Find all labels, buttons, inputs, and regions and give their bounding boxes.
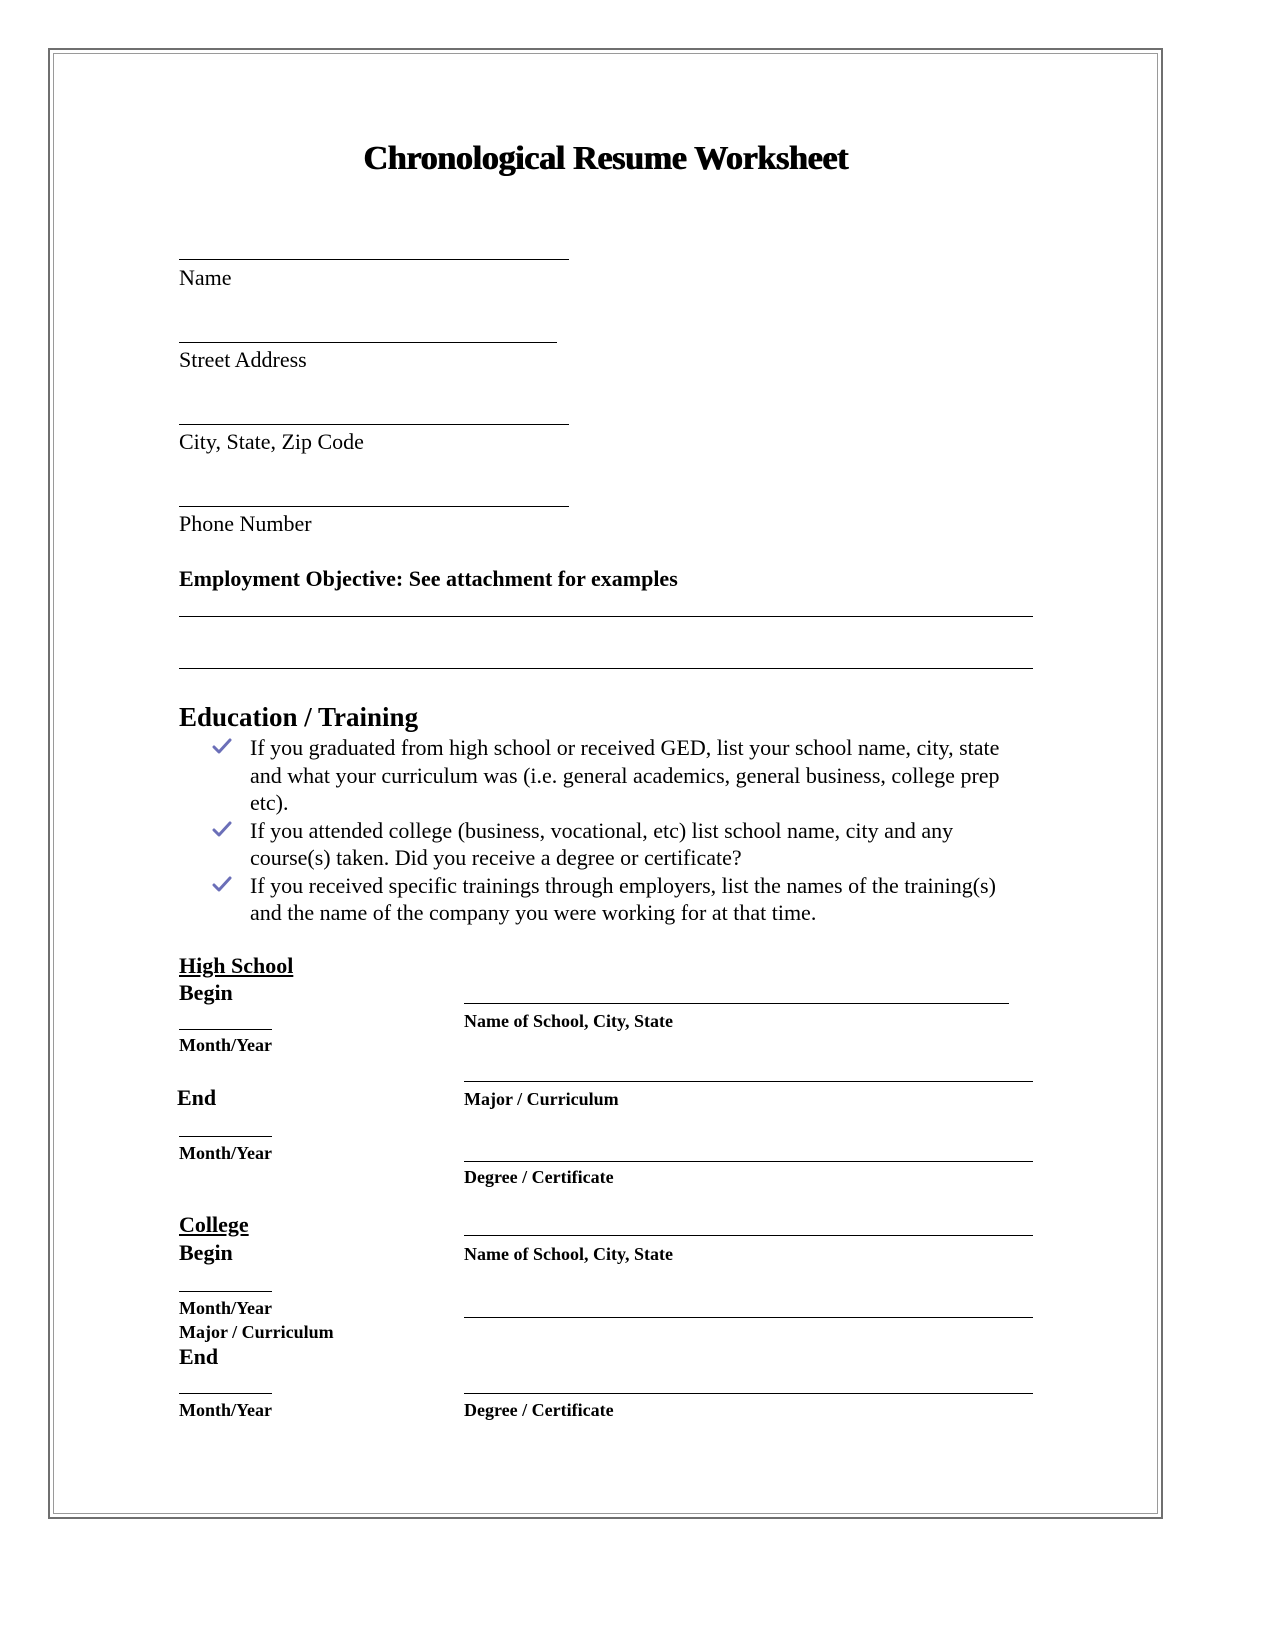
- hs-begin-label: Begin: [179, 980, 233, 1005]
- college-begin-month-year-label: Month/Year: [179, 1298, 272, 1318]
- city-state-zip-line[interactable]: [179, 424, 569, 425]
- list-item: [212, 817, 1032, 872]
- list-item: [212, 872, 1032, 927]
- college-major-label-left: Major / Curriculum: [179, 1322, 334, 1342]
- high-school-heading: High School: [179, 953, 294, 978]
- street-address-line[interactable]: [179, 342, 557, 343]
- hs-end-label: End: [177, 1085, 217, 1110]
- education-heading: Education / Training: [179, 702, 419, 732]
- hs-major-line[interactable]: [464, 1081, 1033, 1082]
- name-label: Name: [179, 265, 232, 290]
- college-end-label: End: [179, 1344, 219, 1369]
- hs-major-label: Major / Curriculum: [464, 1089, 619, 1109]
- bullet-text: If you attended college (business, vocational, etc) list school name, city and any course(s) taken. Did you receive a degree or certificate?: [250, 817, 954, 870]
- hs-begin-month-year-label: Month/Year: [179, 1035, 272, 1055]
- bullet-text: If you graduated from high school or received GED, list your school name, city, state and what your curriculum was (i.e. general academics, general business, college prep etc).: [250, 735, 1000, 815]
- college-degree-line[interactable]: [464, 1393, 1033, 1394]
- objective-line-2[interactable]: [179, 668, 1033, 669]
- college-begin-label: Begin: [179, 1240, 233, 1265]
- hs-school-line[interactable]: [464, 1003, 1009, 1004]
- objective-heading: Employment Objective: See attachment for examples: [179, 566, 678, 591]
- hs-end-date-line[interactable]: [179, 1136, 272, 1137]
- phone-number-line[interactable]: [179, 506, 569, 507]
- hs-school-label: Name of School, City, State: [464, 1011, 673, 1031]
- phone-number-label: Phone Number: [179, 511, 312, 536]
- college-end-date-line[interactable]: [179, 1393, 272, 1394]
- hs-degree-line[interactable]: [464, 1161, 1033, 1162]
- checkmark-icon: [212, 738, 232, 756]
- objective-line-1[interactable]: [179, 616, 1033, 617]
- hs-degree-label: Degree / Certificate: [464, 1167, 614, 1187]
- education-instructions-list: [212, 734, 1032, 927]
- list-item: [212, 734, 1032, 817]
- city-state-zip-label: City, State, Zip Code: [179, 429, 364, 454]
- hs-end-month-year-label: Month/Year: [179, 1143, 272, 1163]
- checkmark-icon: [212, 821, 232, 839]
- college-end-month-year-label: Month/Year: [179, 1400, 272, 1420]
- college-school-label: Name of School, City, State: [464, 1244, 673, 1264]
- checkmark-icon: [212, 876, 232, 894]
- page-title: Chronological Resume Worksheet: [363, 140, 848, 177]
- college-major-line[interactable]: [464, 1317, 1033, 1318]
- hs-begin-date-line[interactable]: [179, 1029, 272, 1030]
- bullet-text: If you received specific trainings through employers, list the names of the training(s) and the name of the company you were working for at that time.: [250, 872, 996, 925]
- college-begin-date-line[interactable]: [179, 1291, 272, 1292]
- name-line[interactable]: [179, 259, 569, 260]
- street-address-label: Street Address: [179, 347, 307, 372]
- college-heading: College: [179, 1212, 249, 1237]
- college-school-line[interactable]: [464, 1235, 1033, 1236]
- college-degree-label: Degree / Certificate: [464, 1400, 614, 1420]
